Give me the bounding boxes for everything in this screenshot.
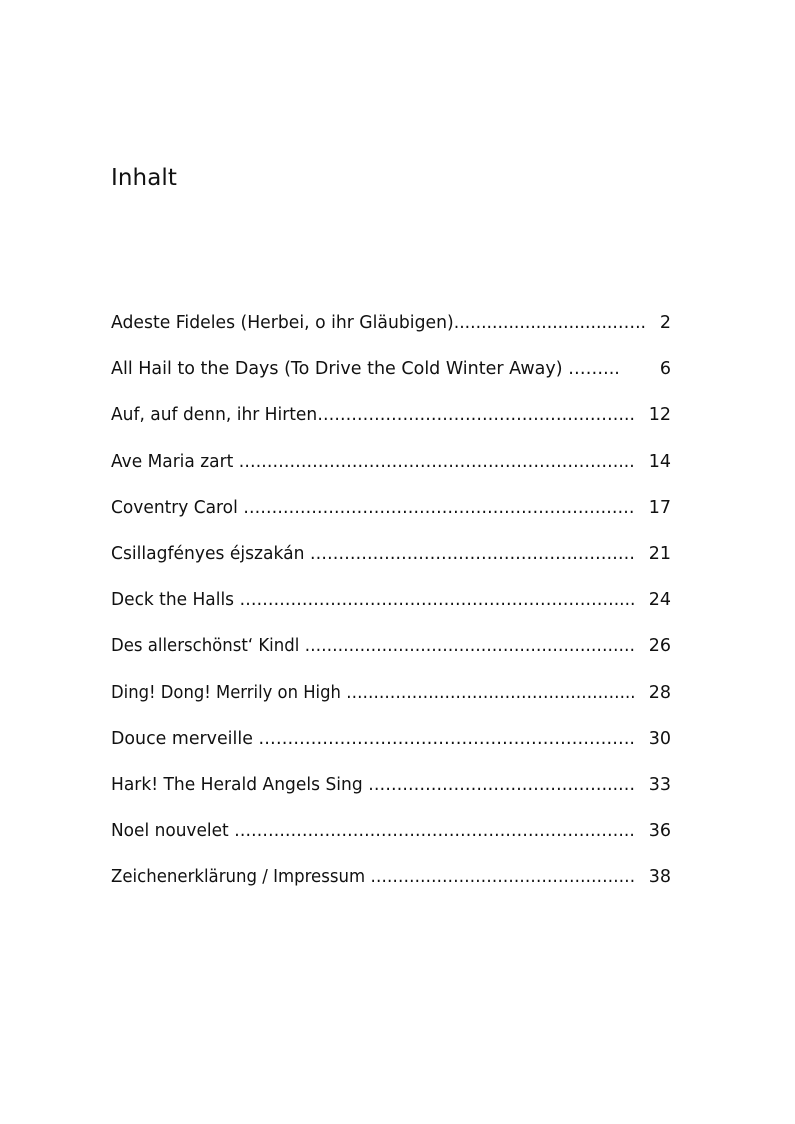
toc-entry[interactable] bbox=[111, 634, 671, 680]
toc-entry-page: 38 bbox=[648, 867, 671, 888]
toc-entry-title: Hark! The Herald Angels Sing ……………………………………..… bbox=[111, 774, 636, 795]
toc-entry-page: 28 bbox=[648, 682, 671, 703]
toc-entry-page: 24 bbox=[648, 590, 671, 611]
table-of-contents bbox=[111, 311, 671, 911]
toc-entry-title: Adeste Fideles (Herbei, o ihr Gläubigen)..............................….. bbox=[111, 313, 647, 333]
toc-entry-page: 17 bbox=[648, 497, 671, 518]
toc-entry[interactable] bbox=[111, 357, 671, 403]
toc-entry-title: Auf, auf denn, ihr Hirten……………………………………………….. bbox=[111, 405, 635, 426]
toc-entry-title: Noel nouvelet …………………………………………………………….. bbox=[111, 821, 635, 842]
toc-entry-page: 21 bbox=[648, 543, 671, 564]
toc-entry-page: 6 bbox=[659, 359, 671, 380]
toc-entry[interactable] bbox=[111, 450, 671, 496]
toc-entry-page: 33 bbox=[648, 774, 671, 795]
toc-entry-title: Ave Maria zart ….………………………………………………………... bbox=[111, 451, 635, 472]
toc-entry-title: Des allerschönst‘ Kindl …………………………………………………… bbox=[111, 636, 636, 657]
toc-entry-page: 26 bbox=[648, 636, 671, 657]
toc-entry[interactable] bbox=[111, 681, 671, 727]
toc-entry-title: Csillagfényes éjszakán ………………………………………………… bbox=[111, 543, 635, 564]
toc-entry[interactable] bbox=[111, 403, 671, 449]
toc-entry[interactable] bbox=[111, 496, 671, 542]
toc-entry-title: Coventry Carol …………………………………………………………… bbox=[111, 497, 635, 518]
toc-entry[interactable] bbox=[111, 727, 671, 773]
toc-entry[interactable] bbox=[111, 588, 671, 634]
toc-entry[interactable] bbox=[111, 819, 671, 865]
toc-entry-page: 12 bbox=[648, 405, 671, 426]
toc-entry[interactable] bbox=[111, 773, 671, 819]
toc-entry-title: All Hail to the Days (To Drive the Cold Winter Away) ……... bbox=[111, 359, 620, 380]
toc-entry[interactable] bbox=[111, 311, 671, 357]
toc-entry-title: Douce merveille ……………………………………………………….. bbox=[111, 728, 635, 749]
toc-entry-title: Ding! Dong! Merrily on High …………………………………………….. bbox=[111, 682, 636, 703]
toc-entry-page: 30 bbox=[648, 728, 671, 749]
toc-entry[interactable] bbox=[111, 542, 671, 588]
toc-entry-title: Zeichenerklärung / Impressum ………………………………………… bbox=[111, 867, 636, 888]
page-title: Inhalt bbox=[111, 165, 178, 191]
toc-entry-page: 14 bbox=[648, 451, 671, 472]
toc-entry-page: 36 bbox=[648, 821, 671, 842]
toc-entry[interactable] bbox=[111, 865, 671, 911]
toc-entry-title: Deck the Halls ………………………………………………………….... bbox=[111, 590, 636, 611]
toc-entry-page: 2 bbox=[659, 313, 671, 333]
